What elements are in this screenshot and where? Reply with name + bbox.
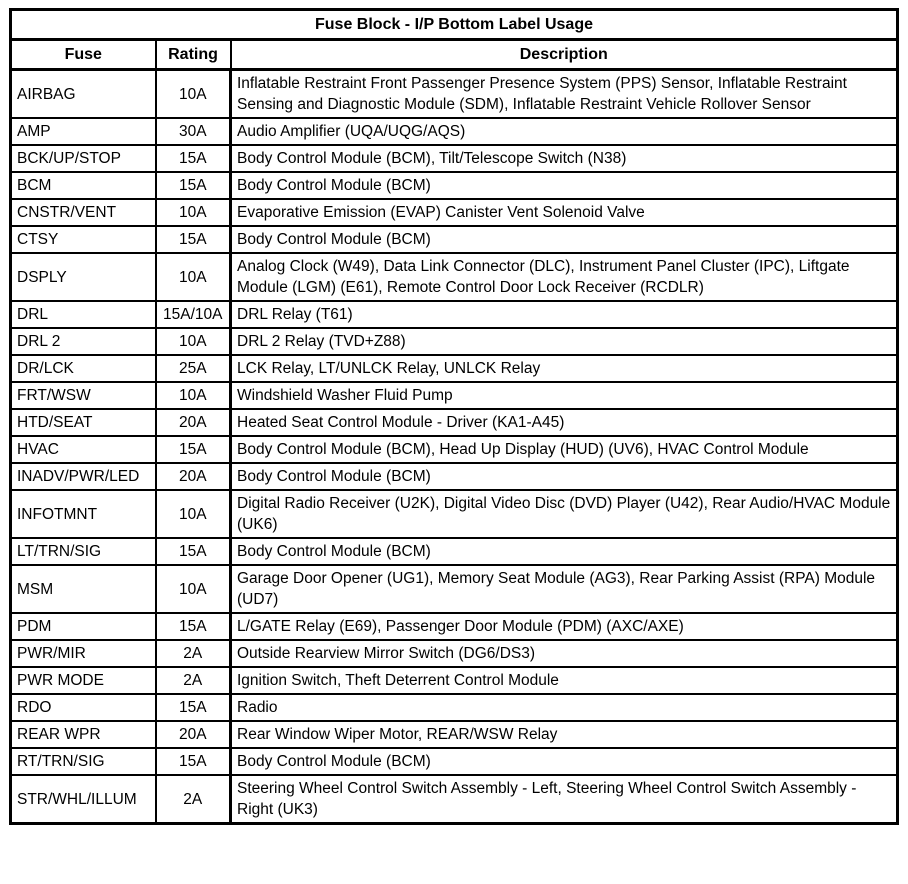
description-cell: DRL 2 Relay (TVD+Z88) (231, 328, 898, 355)
description-cell: Body Control Module (BCM), Head Up Display (HUD) (UV6), HVAC Control Module (231, 436, 898, 463)
description-cell: Outside Rearview Mirror Switch (DG6/DS3) (231, 640, 898, 667)
fuse-cell: REAR WPR (11, 721, 156, 748)
table-row (11, 253, 898, 301)
fuse-cell: DSPLY (11, 253, 156, 301)
table-row (11, 640, 898, 667)
description-cell: Garage Door Opener (UG1), Memory Seat Module (AG3), Rear Parking Assist (RPA) Module (UD7) (231, 565, 898, 613)
rating-cell: 2A (156, 775, 231, 824)
fuse-cell: BCK/UP/STOP (11, 145, 156, 172)
fuse-cell: STR/WHL/ILLUM (11, 775, 156, 824)
description-cell: Body Control Module (BCM) (231, 748, 898, 775)
table-row (11, 436, 898, 463)
column-header-rating: Rating (156, 40, 231, 70)
description-cell: Body Control Module (BCM) (231, 538, 898, 565)
table-row (11, 775, 898, 824)
table-row (11, 70, 898, 119)
description-cell: Ignition Switch, Theft Deterrent Control Module (231, 667, 898, 694)
table-row (11, 409, 898, 436)
rating-cell: 15A/10A (156, 301, 231, 328)
table-header-row (11, 40, 898, 70)
description-cell: L/GATE Relay (E69), Passenger Door Module (PDM) (AXC/AXE) (231, 613, 898, 640)
fuse-cell: PWR/MIR (11, 640, 156, 667)
table-title-row (11, 10, 898, 40)
table-row (11, 328, 898, 355)
rating-cell: 30A (156, 118, 231, 145)
description-cell: Evaporative Emission (EVAP) Canister Vent Solenoid Valve (231, 199, 898, 226)
table-row (11, 490, 898, 538)
fuse-cell: AIRBAG (11, 70, 156, 119)
fuse-cell: HTD/SEAT (11, 409, 156, 436)
table-row (11, 613, 898, 640)
fuse-cell: FRT/WSW (11, 382, 156, 409)
description-cell: Radio (231, 694, 898, 721)
rating-cell: 25A (156, 355, 231, 382)
column-header-description: Description (231, 40, 898, 70)
table-row (11, 118, 898, 145)
table-row (11, 463, 898, 490)
table-row (11, 301, 898, 328)
table-row (11, 172, 898, 199)
rating-cell: 20A (156, 721, 231, 748)
fuse-cell: LT/TRN/SIG (11, 538, 156, 565)
description-cell: Steering Wheel Control Switch Assembly - Left, Steering Wheel Control Switch Assembly - Right (UK3) (231, 775, 898, 824)
table-row (11, 748, 898, 775)
fuse-cell: AMP (11, 118, 156, 145)
rating-cell: 10A (156, 565, 231, 613)
description-cell: Inflatable Restraint Front Passenger Presence System (PPS) Sensor, Inflatable Restraint Sensing and Diagnostic Module (SDM), Inflatable Restraint Vehicle Rollover Sensor (231, 70, 898, 119)
description-cell: Analog Clock (W49), Data Link Connector (DLC), Instrument Panel Cluster (IPC), Liftgate Module (LGM) (E61), Remote Control Door Lock Receiver (RCDLR) (231, 253, 898, 301)
table-row (11, 721, 898, 748)
rating-cell: 15A (156, 226, 231, 253)
table-row (11, 145, 898, 172)
table-row (11, 355, 898, 382)
rating-cell: 2A (156, 640, 231, 667)
table-row (11, 382, 898, 409)
fuse-block-table (9, 8, 899, 825)
description-cell: Heated Seat Control Module - Driver (KA1-A45) (231, 409, 898, 436)
table-row (11, 565, 898, 613)
fuse-cell: DR/LCK (11, 355, 156, 382)
fuse-cell: PDM (11, 613, 156, 640)
rating-cell: 10A (156, 382, 231, 409)
description-cell: Body Control Module (BCM), Tilt/Telescope Switch (N38) (231, 145, 898, 172)
description-cell: Body Control Module (BCM) (231, 463, 898, 490)
rating-cell: 20A (156, 409, 231, 436)
fuse-cell: HVAC (11, 436, 156, 463)
description-cell: Audio Amplifier (UQA/UQG/AQS) (231, 118, 898, 145)
fuse-cell: BCM (11, 172, 156, 199)
rating-cell: 15A (156, 694, 231, 721)
table-row (11, 226, 898, 253)
table-row (11, 694, 898, 721)
rating-cell: 15A (156, 538, 231, 565)
table-title: Fuse Block - I/P Bottom Label Usage (11, 10, 898, 40)
fuse-cell: RDO (11, 694, 156, 721)
rating-cell: 10A (156, 70, 231, 119)
rating-cell: 2A (156, 667, 231, 694)
rating-cell: 15A (156, 613, 231, 640)
description-cell: LCK Relay, LT/UNLCK Relay, UNLCK Relay (231, 355, 898, 382)
rating-cell: 20A (156, 463, 231, 490)
description-cell: Digital Radio Receiver (U2K), Digital Video Disc (DVD) Player (U42), Rear Audio/HVAC Module (UK6) (231, 490, 898, 538)
fuse-cell: INADV/PWR/LED (11, 463, 156, 490)
rating-cell: 10A (156, 253, 231, 301)
table-row (11, 667, 898, 694)
rating-cell: 15A (156, 145, 231, 172)
rating-cell: 15A (156, 748, 231, 775)
fuse-table-body (11, 70, 898, 824)
description-cell: DRL Relay (T61) (231, 301, 898, 328)
rating-cell: 15A (156, 436, 231, 463)
rating-cell: 15A (156, 172, 231, 199)
fuse-cell: DRL 2 (11, 328, 156, 355)
description-cell: Body Control Module (BCM) (231, 226, 898, 253)
rating-cell: 10A (156, 328, 231, 355)
fuse-cell: PWR MODE (11, 667, 156, 694)
rating-cell: 10A (156, 199, 231, 226)
rating-cell: 10A (156, 490, 231, 538)
column-header-fuse: Fuse (11, 40, 156, 70)
table-row (11, 538, 898, 565)
fuse-cell: RT/TRN/SIG (11, 748, 156, 775)
fuse-cell: DRL (11, 301, 156, 328)
description-cell: Body Control Module (BCM) (231, 172, 898, 199)
fuse-cell: MSM (11, 565, 156, 613)
description-cell: Windshield Washer Fluid Pump (231, 382, 898, 409)
fuse-cell: CNSTR/VENT (11, 199, 156, 226)
description-cell: Rear Window Wiper Motor, REAR/WSW Relay (231, 721, 898, 748)
table-row (11, 199, 898, 226)
fuse-cell: INFOTMNT (11, 490, 156, 538)
fuse-cell: CTSY (11, 226, 156, 253)
